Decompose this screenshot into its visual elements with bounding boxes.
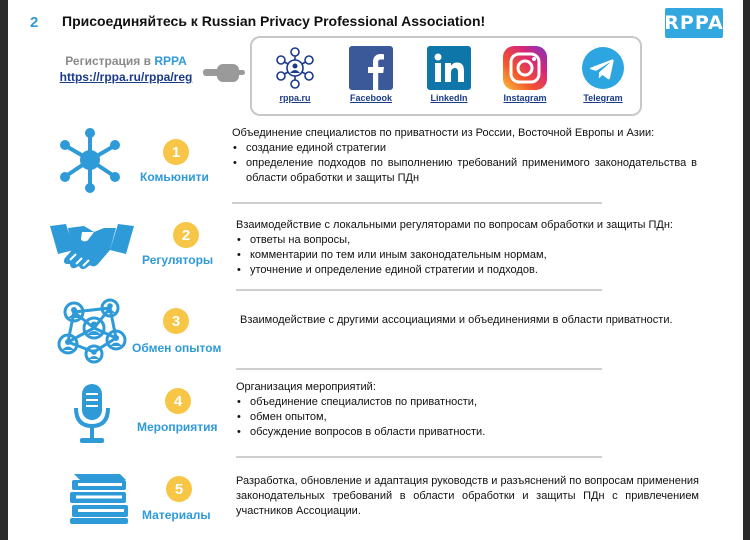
section-intro: Взаимодействие с локальными регуляторами по вопросам обработки и защиты ПДн: — [236, 219, 673, 231]
social-label: Telegram — [583, 93, 623, 103]
registration-block — [46, 54, 206, 84]
list-item: • уточнение и определение единой стратегии и подходов. — [236, 263, 716, 278]
list-item: • обсуждение вопросов в области приватности. — [236, 425, 706, 440]
list-item: • обмен опытом, — [236, 410, 706, 425]
network-hub-icon — [54, 126, 126, 194]
facebook-icon — [349, 46, 393, 90]
section-number-badge: 4 — [165, 388, 191, 414]
social-label: LinkedIn — [430, 93, 468, 103]
telegram-icon — [581, 46, 625, 90]
section-bullets — [232, 141, 697, 186]
section-intro: Взаимодействие с другими ассоциациями и объединениями в области приватности. — [240, 314, 673, 326]
section-intro: Организация мероприятий: — [236, 381, 376, 393]
section-number-badge: 1 — [163, 139, 189, 165]
section-bullets — [236, 233, 716, 278]
registration-label — [46, 54, 206, 68]
social-link-linkedin[interactable] — [414, 46, 484, 103]
registration-label-brand: RPPA — [154, 54, 187, 68]
section-category: Обмен опытом — [132, 341, 222, 355]
section-regulators — [8, 212, 743, 290]
section-category: Мероприятия — [137, 420, 218, 434]
social-label: rppa.ru — [279, 93, 311, 103]
section-divider — [236, 368, 602, 370]
microphone-icon — [72, 382, 112, 446]
list-item: • ответы на вопросы, — [236, 233, 716, 248]
slide-page — [8, 0, 743, 540]
section-bullets — [236, 395, 706, 440]
social-label: Instagram — [503, 93, 547, 103]
people-network-icon — [54, 298, 130, 364]
social-link-rppa[interactable] — [260, 46, 330, 103]
network-people-icon — [273, 46, 317, 90]
section-number-badge: 3 — [163, 308, 189, 334]
section-description — [236, 380, 706, 440]
pointing-hand-icon — [203, 60, 247, 86]
section-description — [240, 313, 697, 328]
section-intro: Объединение специалистов по приватности из России, Восточной Европы и Азии: — [232, 127, 655, 139]
section-intro: Разработка, обновление и адаптация руководств и разъяснений по вопросам применения законодательных требований в области обработки и защиты ПДн с привлечением участников Ассоциации. — [236, 475, 699, 517]
section-events — [8, 376, 743, 452]
instagram-icon — [503, 46, 547, 90]
section-description — [232, 126, 697, 186]
social-link-telegram[interactable] — [568, 46, 638, 103]
list-item: • определение подходов по выполнению требований применимого законодательства в области обработки и защиты ПДн — [232, 156, 697, 186]
section-description — [236, 474, 699, 519]
section-number-badge: 5 — [166, 476, 192, 502]
social-link-facebook[interactable] — [336, 46, 406, 103]
section-divider — [232, 202, 602, 204]
section-divider — [236, 289, 602, 291]
section-description — [236, 218, 716, 278]
section-experience-exchange — [8, 296, 743, 366]
linkedin-icon — [427, 46, 471, 90]
social-links-panel — [250, 36, 642, 116]
list-item: • комментарии по тем или иным законодательным нормам, — [236, 248, 716, 263]
section-number-badge: 2 — [173, 222, 199, 248]
section-community — [8, 122, 743, 198]
social-link-instagram[interactable] — [490, 46, 560, 103]
page-number: 2 — [30, 14, 39, 31]
list-item: • создание единой стратегии — [232, 141, 697, 156]
books-icon — [66, 470, 132, 526]
section-category: Регуляторы — [142, 253, 214, 267]
section-category: Комьюнити — [140, 170, 209, 184]
registration-link[interactable]: https://rppa.ru/rppa/reg — [59, 70, 193, 84]
rppa-logo: RPPA — [665, 8, 723, 38]
section-category: Материалы — [142, 508, 211, 522]
page-title: Присоединяйтесь к Russian Privacy Professional Association! — [62, 13, 486, 29]
list-item: • объединение специалистов по приватности, — [236, 395, 706, 410]
handshake-icon — [48, 220, 136, 276]
social-label: Facebook — [349, 93, 392, 103]
section-materials — [8, 462, 743, 538]
registration-label-prefix: Регистрация в — [65, 54, 151, 68]
section-divider — [236, 456, 602, 458]
